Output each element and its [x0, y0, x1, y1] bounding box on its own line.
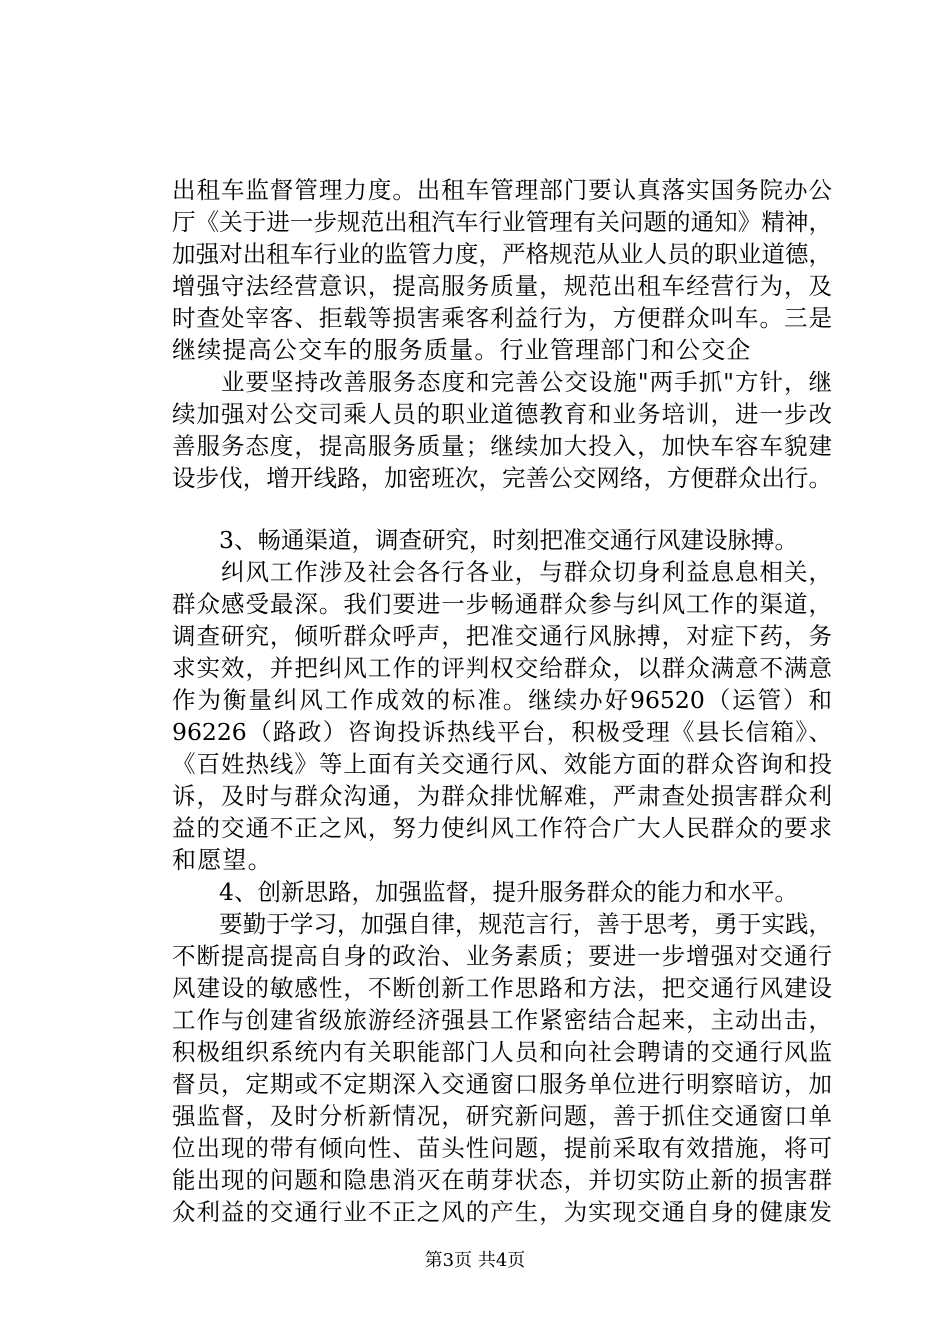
text-line: 善服务态度，提高服务质量；继续加大投入，加快车容车貌建 — [172, 432, 832, 460]
page-footer: 第3页 共4页 — [424, 1250, 526, 1271]
text-line: 群众感受最深。我们要进一步畅通群众参与纠风工作的渠道， — [172, 590, 832, 618]
heading-line: 4、创新思路，加强监督，提升服务群众的能力和水平。 — [172, 878, 798, 906]
text-line: 位出现的带有倾向性、苗头性问题，提前采取有效措施，将可 — [172, 1134, 832, 1162]
text-line: 不断提高提高自身的政治、业务素质；要进一步增强对交通行 — [172, 942, 832, 970]
paragraph — [172, 366, 832, 494]
text-line: 益的交通不正之风，努力使纠风工作符合广大人民群众的要求 — [172, 814, 832, 842]
text-line: 风建设的敏感性，不断创新工作思路和方法，把交通行风建设 — [172, 974, 832, 1002]
text-line: 设步伐，增开线路，加密班次，完善公交网络，方便群众出行。 — [172, 464, 832, 492]
heading-line: 3、畅通渠道，调查研究，时刻把准交通行风建设脉搏。 — [172, 526, 798, 554]
text-line: 督员，定期或不定期深入交通窗口服务单位进行明察暗访，加 — [172, 1070, 832, 1098]
text-line: 续加强对公交司乘人员的职业道德教育和业务培训，进一步改 — [172, 400, 832, 428]
text-line: 和愿望。 — [172, 846, 273, 874]
text-line: 业要坚持改善服务态度和完善公交设施"两手抓"方针，继 — [172, 368, 832, 396]
text-line: 强监督，及时分析新情况，研究新问题，善于抓住交通窗口单 — [172, 1102, 832, 1130]
paragraph — [172, 174, 832, 366]
text-line: 出租车监督管理力度。出租车管理部门要认真落实国务院办公 — [172, 176, 832, 204]
paragraph-gap — [172, 494, 832, 524]
text-line: 时查处宰客、拒载等损害乘客利益行为，方便群众叫车。三是 — [172, 304, 832, 332]
text-line: 厅《关于进一步规范出租汽车行业管理有关问题的通知》精神， — [172, 208, 832, 236]
text-line: 继续提高公交车的服务质量。行业管理部门和公交企 — [172, 336, 752, 364]
text-line: 加强对出租车行业的监管力度，严格规范从业人员的职业道德， — [172, 240, 832, 268]
text-line: 96226（路政）咨询投诉热线平台，积极受理《县长信箱》、 — [172, 718, 832, 746]
text-line: 众利益的交通行业不正之风的产生，为实现交通自身的健康发 — [172, 1198, 832, 1226]
text-line: 工作与创建省级旅游经济强县工作紧密结合起来，主动出击， — [172, 1006, 832, 1034]
text-line: 能出现的问题和隐患消灭在萌芽状态，并切实防止新的损害群 — [172, 1166, 832, 1194]
text-line: 要勤于学习，加强自律，规范言行，善于思考，勇于实践， — [172, 910, 832, 938]
text-line: 增强守法经营意识，提高服务质量，规范出租车经营行为，及 — [172, 272, 832, 300]
text-line: 求实效，并把纠风工作的评判权交给群众，以群众满意不满意 — [172, 654, 832, 682]
text-line: 积极组织系统内有关职能部门人员和向社会聘请的交通行风监 — [172, 1038, 832, 1066]
section-heading — [172, 876, 832, 908]
text-line: 诉，及时与群众沟通，为群众排忧解难，严肃查处损害群众利 — [172, 782, 832, 810]
paragraph — [172, 908, 832, 1228]
document-body — [172, 174, 832, 1228]
section-heading — [172, 524, 832, 556]
text-line: 调查研究，倾听群众呼声，把准交通行风脉搏，对症下药，务 — [172, 622, 832, 650]
text-line: 作为衡量纠风工作成效的标准。继续办好96520（运管）和 — [172, 686, 832, 714]
text-line: 纠风工作涉及社会各行各业，与群众切身利益息息相关， — [172, 558, 832, 586]
paragraph — [172, 556, 832, 876]
text-line: 《百姓热线》等上面有关交通行风、效能方面的群众咨询和投 — [172, 750, 832, 778]
